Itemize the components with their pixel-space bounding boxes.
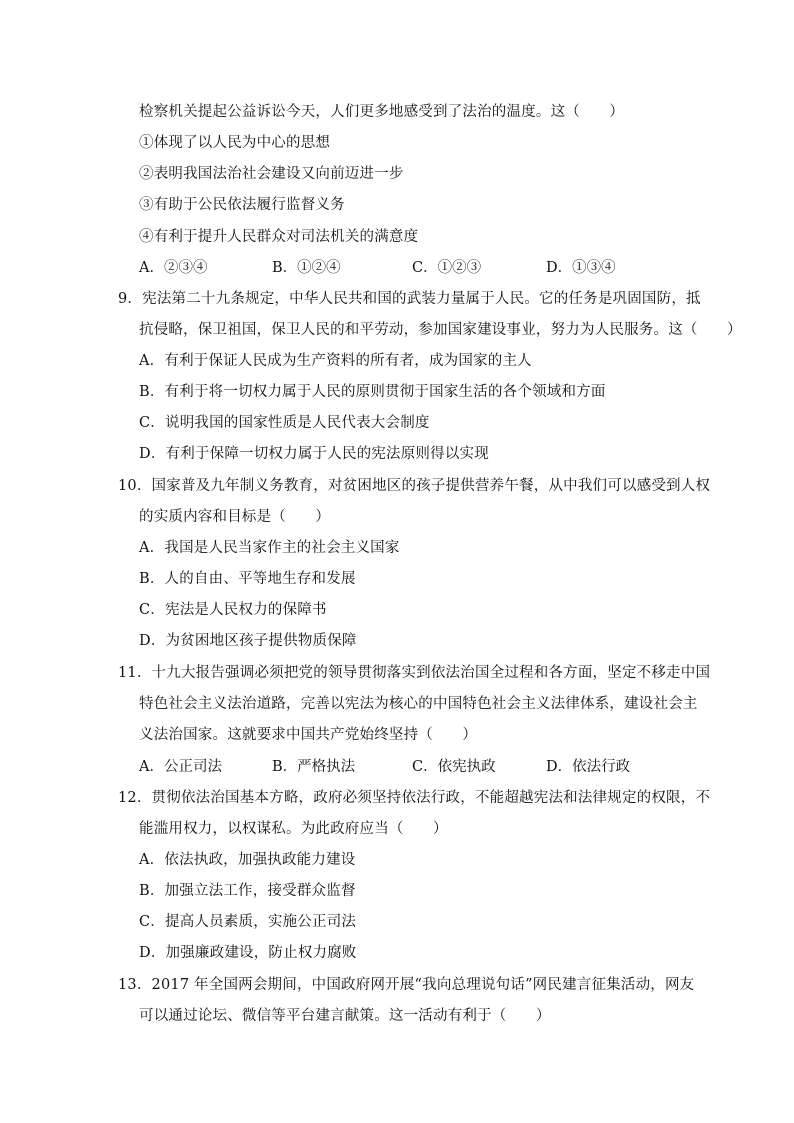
q11-option-a: A．公正司法 [139, 759, 222, 775]
q13-stem-line-1: 13．2017 年全国两会期间，中国政府网开展“我向总理说句话”网民建言征集活动，网友 [118, 977, 695, 993]
q12-option-b: B．加强立法工作，接受群众监督 [139, 883, 356, 899]
q8-option-c: C．①②③ [412, 260, 482, 276]
q8-option-b: B．①②④ [272, 260, 341, 276]
q8-option-a: A．②③④ [139, 260, 208, 276]
q11-option-b: B．严格执法 [272, 759, 356, 775]
q11-stem-line-1: 11．十九大报告强调必须把党的领导贯彻落实到依法治国全过程和各方面，坚定不移走中国 [118, 665, 711, 681]
q12-stem-line-1: 12．贯彻依法治国基本方略，政府必须坚持依法行政，不能超越宪法和法律规定的权限，不 [118, 790, 711, 806]
q9-stem-line-2: 抗侵略，保卫祖国，保卫人民的和平劳动，参加国家建设事业，努力为人民服务。这（ ） [139, 322, 742, 338]
q13-stem-line-2: 可以通过论坛、微信等平台建言献策。这一活动有利于（ ） [139, 1008, 551, 1024]
q12-option-c: C．提高人员素质，实施公正司法 [139, 914, 357, 930]
q10-stem-line-2: 的实质内容和目标是（ ） [139, 509, 331, 525]
q11-stem-line-3: 义法治国家。这就要求中国共产党始终坚持（ ） [139, 727, 478, 743]
q12-option-a: A．依法执政，加强执政能力建设 [139, 852, 356, 868]
q9-option-b: B．有利于将一切权力属于人民的原则贯彻于国家生活的各个领域和方面 [139, 384, 606, 400]
q9-option-a: A．有利于保证人民成为生产资料的所有者，成为国家的主人 [139, 353, 532, 369]
q8-statement-1: ①体现了以人民为中心的思想 [139, 135, 331, 151]
q9-option-c: C．说明我国的国家性质是人民代表大会制度 [139, 415, 430, 431]
q8-option-d: D．①③④ [546, 260, 616, 276]
q9-option-d: D．有利于保障一切权力属于人民的宪法原则得以实现 [139, 446, 489, 462]
q10-option-b: B．人的自由、平等地生存和发展 [139, 571, 356, 587]
q10-stem-line-1: 10．国家普及九年制义务教育，对贫困地区的孩子提供营养午餐，从中我们可以感受到人权 [118, 478, 711, 494]
q8-statement-3: ③有助于公民依法履行监督义务 [139, 197, 345, 213]
q12-option-d: D．加强廉政建设，防止权力腐败 [139, 945, 357, 961]
q8-statement-4: ④有利于提升人民群众对司法机关的满意度 [139, 229, 419, 245]
q12-stem-line-2: 能滥用权力，以权谋私。为此政府应当（ ） [139, 821, 448, 837]
q8-statement-2: ②表明我国法治社会建设又向前迈进一步 [139, 166, 404, 182]
q8-stem-tail: 检察机关提起公益诉讼今天，人们更多地感受到了法治的温度。这（ ） [139, 104, 625, 120]
q11-stem-line-2: 特色社会主义法治道路，完善以宪法为核心的中国特色社会主义法律体系，建设社会主 [139, 696, 698, 712]
q11-option-d: D．依法行政 [546, 759, 631, 775]
q11-option-c: C．依宪执政 [412, 759, 496, 775]
q10-option-d: D．为贫困地区孩子提供物质保障 [139, 633, 357, 649]
q9-stem-line-1: 9．宪法第二十九条规定，中华人民共和国的武装力量属于人民。它的任务是巩固国防，抵 [118, 291, 701, 307]
q10-option-a: A．我国是人民当家作主的社会主义国家 [139, 540, 400, 556]
q10-option-c: C．宪法是人民权力的保障书 [139, 602, 327, 618]
